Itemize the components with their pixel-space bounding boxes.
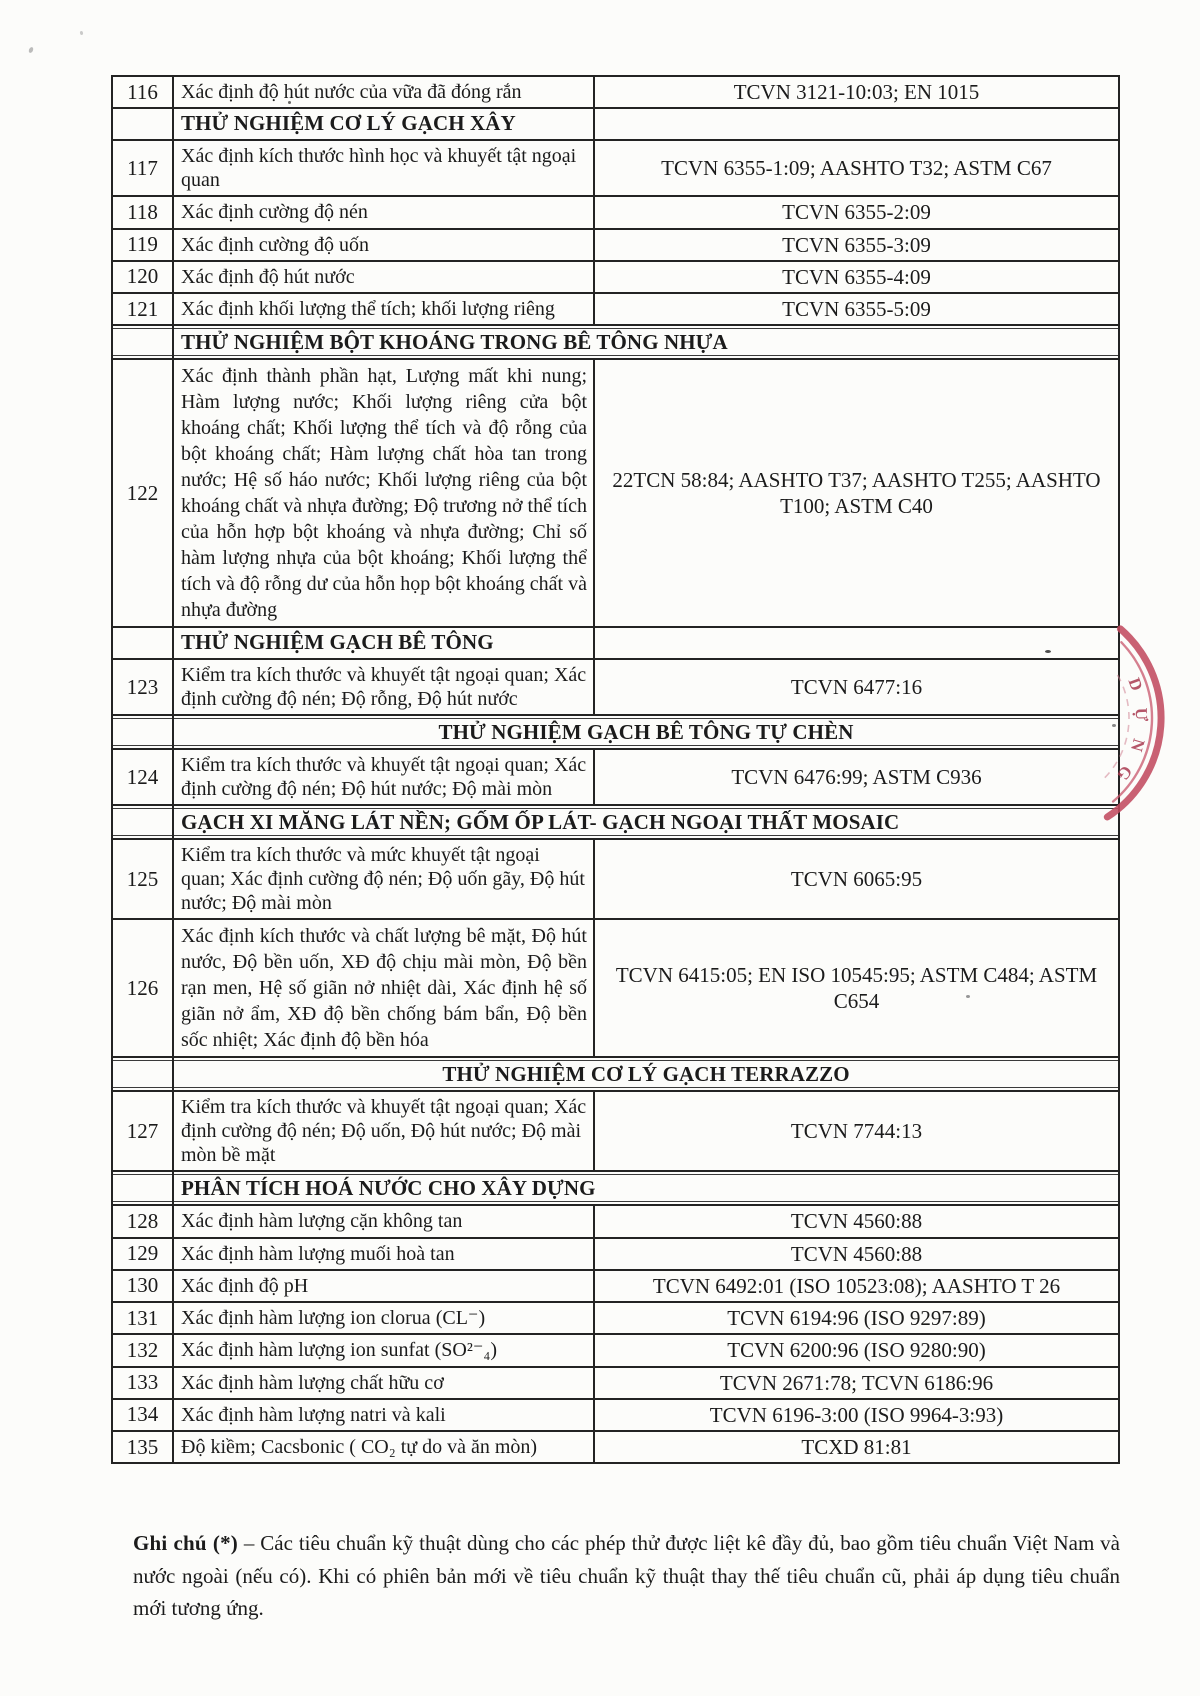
test-description: Độ kiềm; Cacsbonic ( CO₂ tự do và ăn mòn) xyxy=(173,1431,594,1463)
test-description: Xác định khối lượng thể tích; khối lượng riêng xyxy=(173,293,594,325)
table-row xyxy=(112,1238,1119,1270)
standard-reference: TCVN 6194:96 (ISO 9297:89) xyxy=(594,1302,1119,1334)
test-description: Xác định thành phần hạt, Lượng mất khi nung; Hàm lượng nước; Khối lượng riêng cửa bột khoáng chất; Khối lượng thể tích và độ rỗng của bột khoáng chất; Hàm lượng chất hòa tan trong nước; Hệ số háo nước; Khối lượng riêng của bột khoáng chất và nhựa đường; Độ trương nở thể tích của hỗn hợp bột khoáng và nhựa đường; Chỉ số hàm lượng nhựa của bột khoáng; Khối lượng thể tích và độ rỗng dư của hỗn họp bột khoáng chất và nhựa đường xyxy=(173,359,594,627)
test-description: Xác định độ hút nước xyxy=(173,261,594,293)
row-number: 127 xyxy=(112,1091,173,1171)
test-description: Xác định hàm lượng chất hữu cơ xyxy=(173,1367,594,1399)
section-row xyxy=(112,108,1119,140)
section-border-filler xyxy=(113,1060,172,1088)
test-description: Xác định kích thước và chất lượng bê mặt, Độ hút nước, Độ bền uốn, XĐ độ chịu mài mòn, Độ bền rạn men, Hệ số giãn nở nhiệt dài, Xác định hệ số giãn nở ẩm, XĐ độ bền chống bám bẩn, Độ bền sốc nhiệt; Xác định độ bền hóa xyxy=(173,919,594,1057)
table-body xyxy=(112,76,1119,1463)
standard-reference: TCVN 4560:88 xyxy=(594,1238,1119,1270)
standard-reference: TCVN 6355-3:09 xyxy=(594,229,1119,261)
section-title: THỬ NGHIỆM CƠ LÝ GẠCH TERRAZZO xyxy=(174,1060,1118,1088)
section-title-cell xyxy=(173,1057,1119,1091)
row-number: 121 xyxy=(112,293,173,325)
standard-reference: TCVN 7744:13 xyxy=(594,1091,1119,1171)
standard-reference: TCVN 6355-5:09 xyxy=(594,293,1119,325)
row-number: 122 xyxy=(112,359,173,627)
section-row xyxy=(112,805,1119,839)
footnote-label: Ghi chú (*) xyxy=(133,1531,238,1555)
row-number: 131 xyxy=(112,1302,173,1334)
section-number-cell xyxy=(112,108,173,140)
row-number: 129 xyxy=(112,1238,173,1270)
row-number: 116 xyxy=(112,76,173,108)
section-title: THỬ NGHIỆM GẠCH BÊ TÔNG xyxy=(173,627,594,659)
footnote-separator: – xyxy=(238,1531,261,1555)
standard-reference: TCVN 6476:99; ASTM C936 xyxy=(594,749,1119,805)
section-number-cell xyxy=(112,805,173,839)
footnote xyxy=(133,1527,1120,1625)
standard-reference: TCVN 6355-4:09 xyxy=(594,261,1119,293)
table-row xyxy=(112,919,1119,1057)
section-title: THỬ NGHIỆM CƠ LÝ GẠCH XÂY xyxy=(173,108,594,140)
scan-speck xyxy=(28,46,34,53)
footnote-text: Các tiêu chuẩn kỹ thuật dùng cho các phép thử được liệt kê đầy đủ, bao gồm tiêu chuẩn Việt Nam và nước ngoài (nếu có). Khi có phiên bản mới về tiêu chuẩn kỹ thuật thay thế tiêu chuẩn cũ, phải áp dụng tiêu chuẩn mới tương ứng. xyxy=(133,1531,1121,1621)
standard-reference: TCVN 6200:96 (ISO 9280:90) xyxy=(594,1334,1119,1366)
row-number: 120 xyxy=(112,261,173,293)
section-title: PHÂN TÍCH HOÁ NƯỚC CHO XÂY DỰNG xyxy=(174,1174,1118,1202)
section-title: THỬ NGHIỆM GẠCH BÊ TÔNG TỰ CHÈN xyxy=(174,718,1118,746)
section-title: THỬ NGHIỆM BỘT KHOÁNG TRONG BÊ TÔNG NHỰA xyxy=(174,328,1118,356)
section-border-filler xyxy=(113,1174,172,1202)
table-row xyxy=(112,261,1119,293)
standard-reference: TCVN 6477:16 xyxy=(594,659,1119,715)
section-row xyxy=(112,1057,1119,1091)
row-number: 126 xyxy=(112,919,173,1057)
test-description: Xác định kích thước hình học và khuyết tật ngoại quan xyxy=(173,140,594,196)
row-number: 119 xyxy=(112,229,173,261)
section-title-cell xyxy=(173,1171,1119,1205)
standard-reference: TCVN 6355-1:09; AASHTO T32; ASTM C67 xyxy=(594,140,1119,196)
section-border-filler xyxy=(113,328,172,356)
section-number-cell xyxy=(112,1171,173,1205)
test-description: Xác định cường độ nén xyxy=(173,196,594,228)
section-row xyxy=(112,1171,1119,1205)
row-number: 128 xyxy=(112,1205,173,1237)
table-row xyxy=(112,293,1119,325)
table-row xyxy=(112,1399,1119,1431)
table-row xyxy=(112,1091,1119,1171)
standard-reference: TCVN 4560:88 xyxy=(594,1205,1119,1237)
section-number-cell xyxy=(112,1057,173,1091)
row-number: 130 xyxy=(112,1270,173,1302)
section-row xyxy=(112,627,1119,659)
section-title-cell xyxy=(173,325,1119,359)
table-row xyxy=(112,749,1119,805)
section-title: GẠCH XI MĂNG LÁT NỀN; GỐM ỐP LÁT- GẠCH NGOẠI THẤT MOSAIC xyxy=(174,808,1118,836)
section-number-cell xyxy=(112,325,173,359)
standard-reference: TCVN 6065:95 xyxy=(594,839,1119,919)
standard-reference: TCVN 6196-3:00 (ISO 9964-3:93) xyxy=(594,1399,1119,1431)
table-row xyxy=(112,140,1119,196)
standard-reference: TCVN 6355-2:09 xyxy=(594,196,1119,228)
standard-reference: TCVN 2671:78; TCVN 6186:96 xyxy=(594,1367,1119,1399)
section-row xyxy=(112,715,1119,749)
section-title-cell xyxy=(173,715,1119,749)
test-description: Xác định độ hút nước của vữa đã đóng rắn xyxy=(173,76,594,108)
table-row xyxy=(112,1205,1119,1237)
test-description: Xác định hàm lượng cặn không tan xyxy=(173,1205,594,1237)
section-border-filler xyxy=(113,718,172,746)
test-description: Xác định hàm lượng ion clorua (CL⁻) xyxy=(173,1302,594,1334)
table-row xyxy=(112,76,1119,108)
row-number: 134 xyxy=(112,1399,173,1431)
table-row xyxy=(112,1334,1119,1366)
row-number: 135 xyxy=(112,1431,173,1463)
stamp-letter: Ự xyxy=(1131,707,1152,722)
section-empty-cell xyxy=(594,108,1119,140)
test-description: Kiểm tra kích thước và khuyết tật ngoại quan; Xác định cường độ nén; Độ uốn, Độ hút nước; Độ mài mòn bề mặt xyxy=(173,1091,594,1171)
test-description: Kiểm tra kích thước và mức khuyết tật ngoại quan; Xác định cường độ nén; Độ uốn gãy, Độ hút nước; Độ mài mòn xyxy=(173,839,594,919)
stamp-letter: D xyxy=(1124,675,1147,694)
table-row xyxy=(112,1302,1119,1334)
test-description: Xác định hàm lượng natri và kali xyxy=(173,1399,594,1431)
row-number: 123 xyxy=(112,659,173,715)
stamp-letter: N xyxy=(1126,736,1149,754)
table-row xyxy=(112,196,1119,228)
section-number-cell xyxy=(112,627,173,659)
table-row xyxy=(112,1431,1119,1463)
test-description: Kiểm tra kích thước và khuyết tật ngoại quan; Xác định cường độ nén; Độ hút nước; Độ mài mòn xyxy=(173,749,594,805)
section-title-cell xyxy=(173,805,1119,839)
row-number: 118 xyxy=(112,196,173,228)
stamp-letter: G xyxy=(1113,762,1137,784)
standard-reference: TCVN 6492:01 (ISO 10523:08); AASHTO T 26 xyxy=(594,1270,1119,1302)
table-row xyxy=(112,359,1119,627)
row-number: 124 xyxy=(112,749,173,805)
row-number: 132 xyxy=(112,1334,173,1366)
test-description: Xác định độ pH xyxy=(173,1270,594,1302)
test-description: Xác định hàm lượng muối hoà tan xyxy=(173,1238,594,1270)
table-row xyxy=(112,1367,1119,1399)
table-row xyxy=(112,839,1119,919)
section-empty-cell xyxy=(594,627,1119,659)
scan-speck xyxy=(80,31,84,36)
test-description: Xác định cường độ uốn xyxy=(173,229,594,261)
section-row xyxy=(112,325,1119,359)
table-row xyxy=(112,659,1119,715)
section-number-cell xyxy=(112,715,173,749)
section-border-filler xyxy=(113,808,172,836)
standard-reference: TCVN 6415:05; EN ISO 10545:95; ASTM C484; ASTM C654 xyxy=(594,919,1119,1057)
test-description: Xác định hàm lượng ion sunfat (SO²⁻₄) xyxy=(173,1334,594,1366)
row-number: 117 xyxy=(112,140,173,196)
standard-reference: TCVN 3121-10:03; EN 1015 xyxy=(594,76,1119,108)
row-number: 133 xyxy=(112,1367,173,1399)
table-row xyxy=(112,1270,1119,1302)
standard-reference: 22TCN 58:84; AASHTO T37; AASHTO T255; AASHTO T100; ASTM C40 xyxy=(594,359,1119,627)
standard-reference: TCXD 81:81 xyxy=(594,1431,1119,1463)
test-standards-table xyxy=(111,75,1120,1464)
test-description: Kiểm tra kích thước và khuyết tật ngoại quan; Xác định cường độ nén; Độ rỗng, Độ hút nước xyxy=(173,659,594,715)
row-number: 125 xyxy=(112,839,173,919)
table-row xyxy=(112,229,1119,261)
